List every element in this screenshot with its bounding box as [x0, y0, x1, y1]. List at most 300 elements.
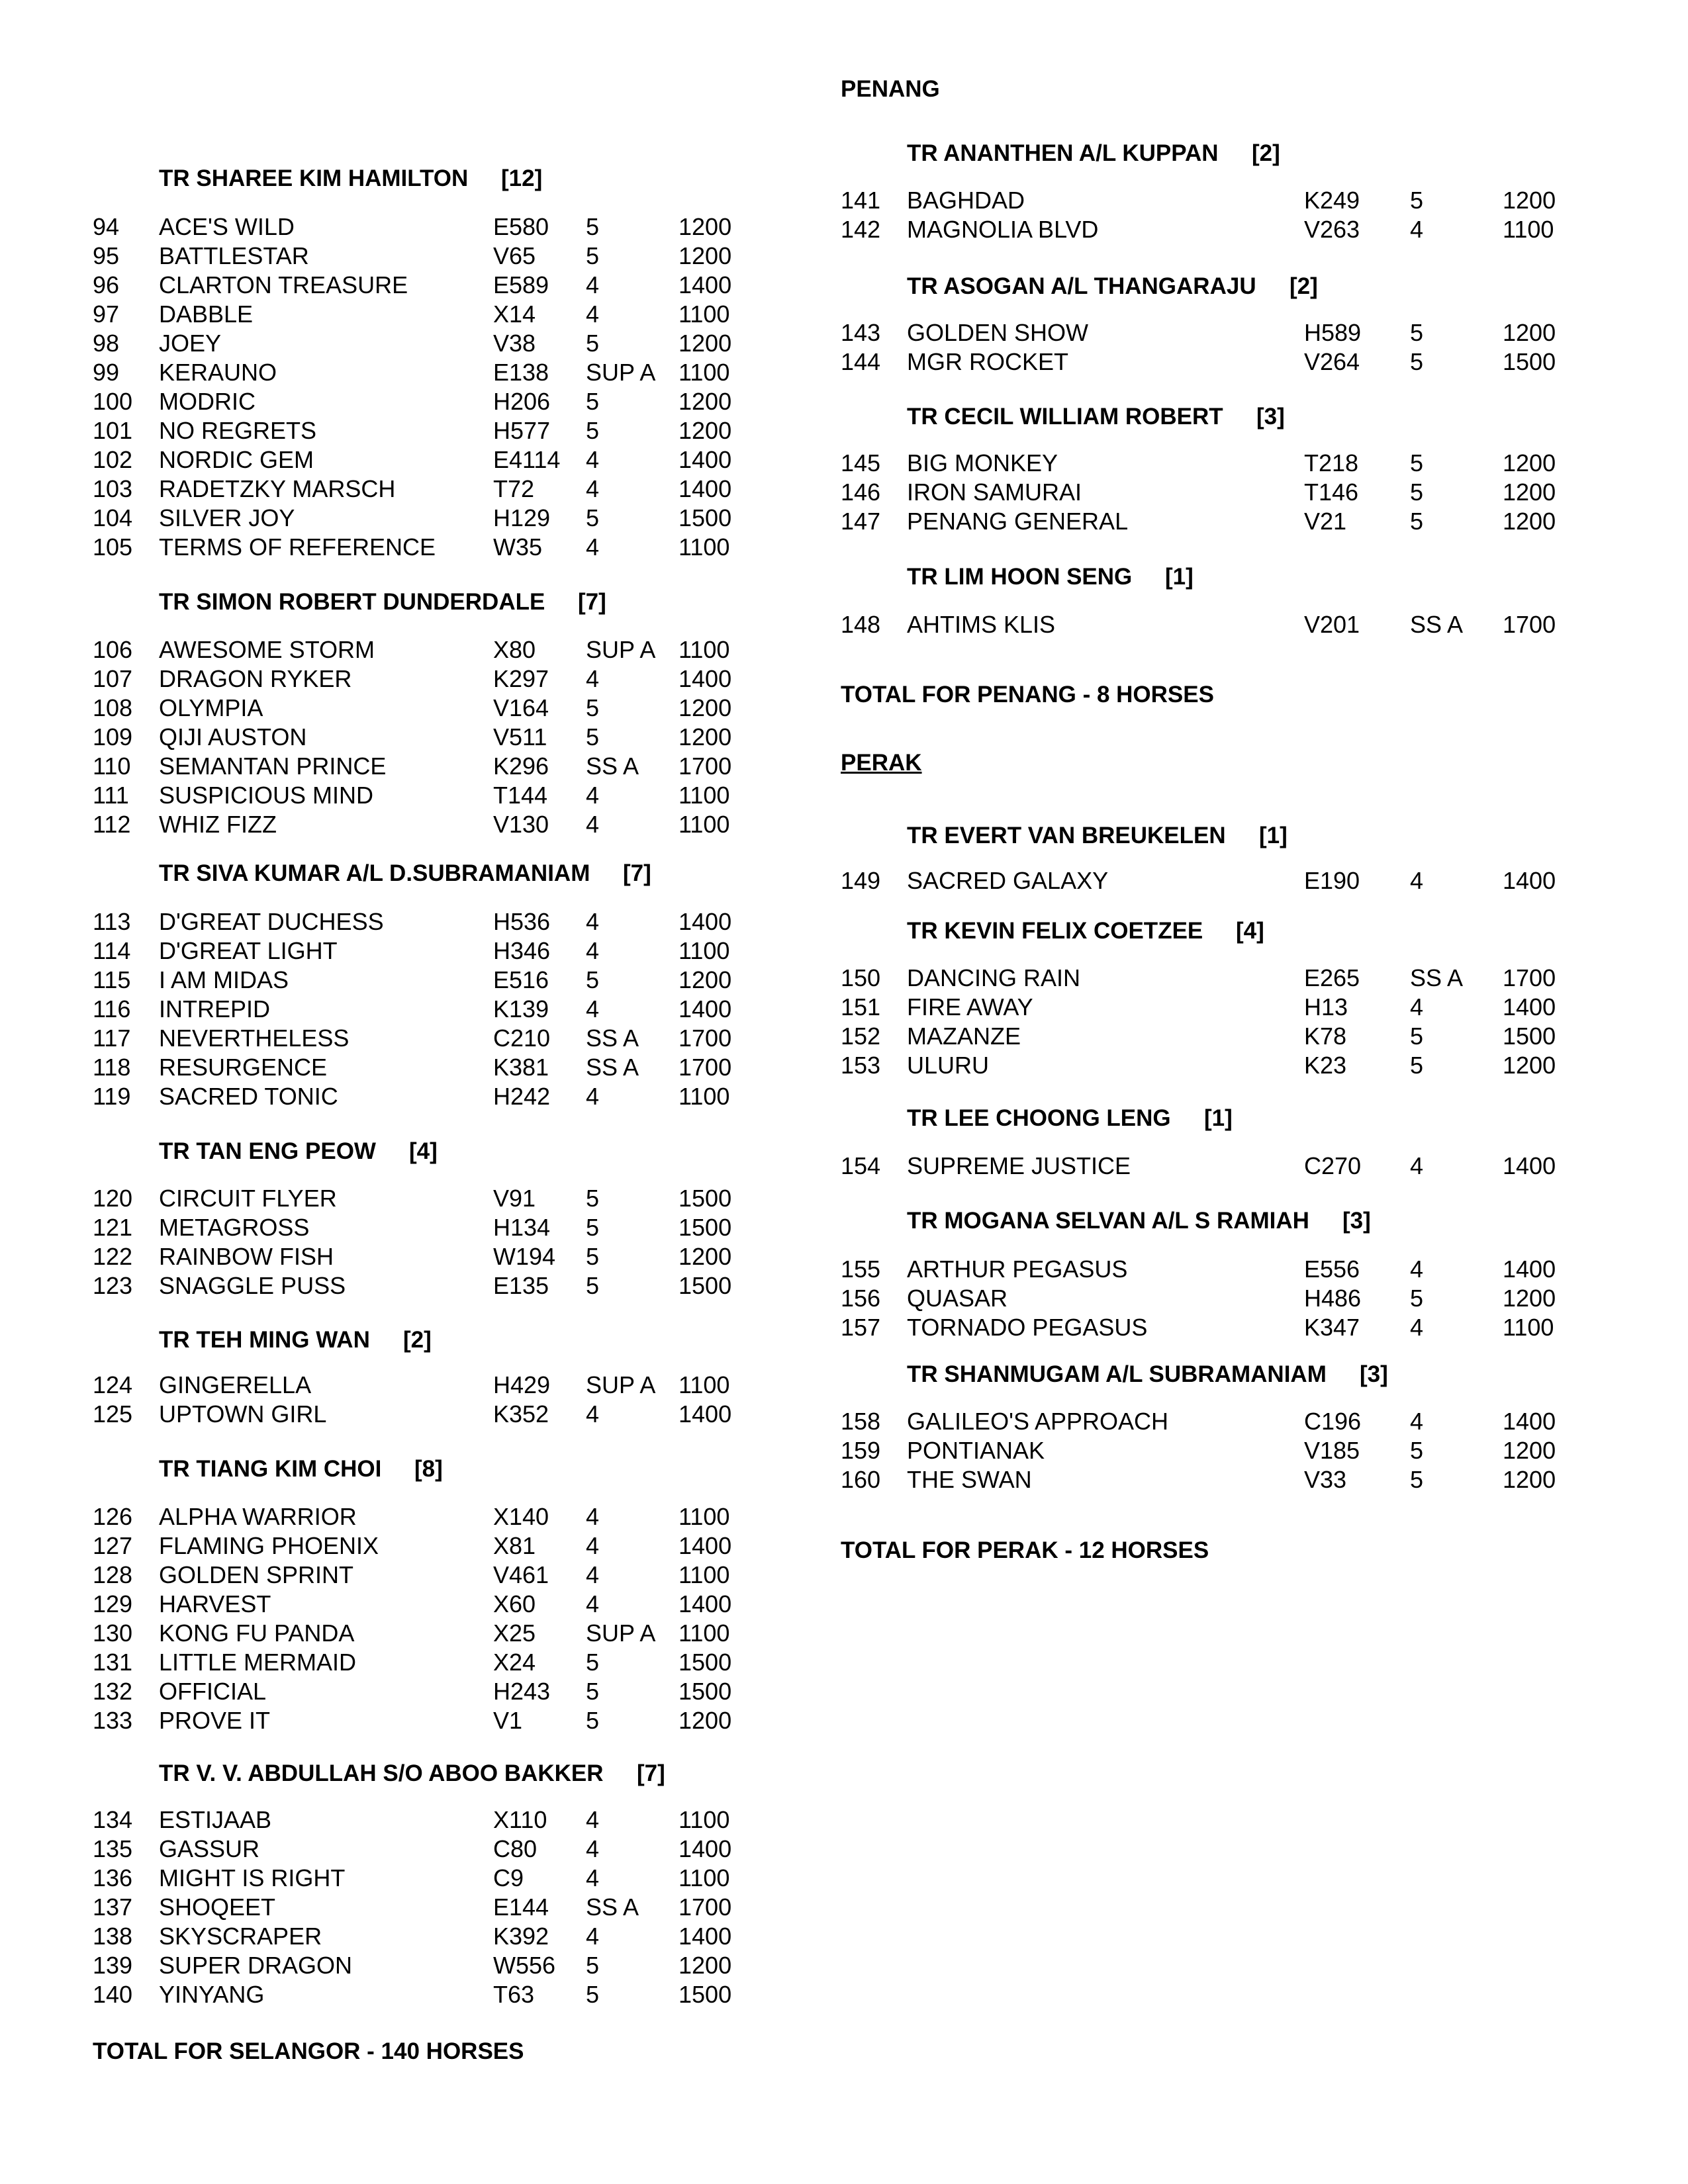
horse-class: 5: [586, 242, 600, 269]
horse-name: ULURU: [907, 1052, 990, 1079]
horse-number: 127: [93, 1532, 133, 1559]
brand-number: C196: [1304, 1408, 1362, 1435]
horse-name: WHIZ FIZZ: [159, 811, 277, 838]
horse-row: [841, 1254, 1688, 1285]
brand-number: X140: [493, 1503, 549, 1530]
race-distance: 1400: [679, 995, 732, 1023]
horse-name: YINYANG: [159, 1981, 265, 2008]
trainer-horse-count: [3]: [1342, 1208, 1371, 1234]
horse-number: 123: [93, 1272, 133, 1299]
horse-number: 144: [841, 348, 881, 375]
horse-name: SILVER JOY: [159, 504, 295, 531]
brand-number: K392: [493, 1923, 549, 1950]
trainer-name: TR MOGANA SELVAN A/L S RAMIAH: [907, 1208, 1309, 1234]
horse-name: SUSPICIOUS MIND: [159, 782, 374, 809]
race-distance: 1500: [679, 1272, 732, 1299]
race-distance: 1500: [1503, 1023, 1556, 1050]
horse-number: 146: [841, 478, 881, 506]
horse-name: BIG MONKEY: [907, 449, 1058, 477]
race-distance: 1500: [679, 1649, 732, 1676]
race-distance: 1100: [679, 811, 730, 838]
horse-number: 110: [93, 752, 131, 780]
horse-class: 5: [1410, 1437, 1424, 1464]
brand-number: C80: [493, 1835, 538, 1862]
horse-number: 126: [93, 1503, 133, 1530]
horse-row: [0, 416, 834, 446]
brand-number: V201: [1304, 611, 1360, 638]
horse-name: LITTLE MERMAID: [159, 1649, 357, 1676]
race-distance: 1200: [1503, 449, 1556, 477]
brand-number: V1: [493, 1707, 523, 1734]
horse-number: 147: [841, 508, 881, 535]
horse-row: [0, 664, 834, 694]
horse-number: 122: [93, 1243, 133, 1270]
horse-name: METAGROSS: [159, 1214, 310, 1241]
horse-class: 5: [1410, 1052, 1424, 1079]
horse-name: MAGNOLIA BLVD: [907, 216, 1099, 243]
brand-number: H429: [493, 1371, 551, 1398]
horse-row: [0, 1863, 834, 1893]
race-distance: 1700: [1503, 611, 1556, 638]
brand-number: V264: [1304, 348, 1360, 375]
brand-number: E516: [493, 966, 549, 993]
brand-number: W194: [493, 1243, 556, 1270]
horse-name: NO REGRETS: [159, 417, 317, 444]
trainer-name: TR ANANTHEN A/L KUPPAN: [907, 140, 1219, 166]
horse-class: 4: [586, 1923, 600, 1950]
horse-row: [841, 1021, 1688, 1052]
horse-row: [0, 1589, 834, 1619]
horse-name: SNAGGLE PUSS: [159, 1272, 346, 1299]
trainer-name: TR SHANMUGAM A/L SUBRAMANIAM: [907, 1361, 1327, 1387]
horse-name: ARTHUR PEGASUS: [907, 1255, 1128, 1283]
horse-name: JOEY: [159, 330, 222, 357]
trainer-header: [841, 562, 1688, 592]
trainer-header: [0, 1136, 834, 1167]
trainer-name: TR KEVIN FELIX COETZEE: [907, 918, 1203, 944]
horse-class: 5: [586, 694, 600, 721]
race-distance: 1500: [679, 1214, 732, 1241]
horse-name: NORDIC GEM: [159, 446, 314, 473]
horse-number: 141: [841, 187, 881, 214]
horse-class: 5: [586, 723, 600, 751]
horse-class: 4: [586, 1503, 600, 1530]
horse-class: SS A: [586, 1024, 639, 1052]
trainer-header: [841, 402, 1688, 432]
race-distance: 1700: [1503, 964, 1556, 991]
horse-row: [0, 936, 834, 966]
section-title: [841, 74, 1688, 105]
brand-number: H577: [493, 417, 551, 444]
brand-number: C210: [493, 1024, 551, 1052]
horse-class: 4: [586, 475, 600, 502]
brand-number: T218: [1304, 449, 1359, 477]
trainer-header: [0, 163, 834, 194]
race-distance: 1100: [679, 782, 730, 809]
race-distance: 1200: [679, 417, 732, 444]
horse-class: 5: [1410, 478, 1424, 506]
horse-row: [841, 506, 1688, 537]
horse-name: SUPER DRAGON: [159, 1952, 353, 1979]
trainer-name: TR SIMON ROBERT DUNDERDALE: [159, 589, 545, 615]
horse-name: CIRCUIT FLYER: [159, 1185, 337, 1212]
trainer-name: TR TEH MING WAN: [159, 1327, 370, 1353]
horse-row: [841, 1050, 1688, 1081]
region-title: PENANG: [841, 76, 940, 102]
total-text: TOTAL FOR PENANG - 8 HORSES: [841, 682, 1214, 707]
horse-number: 103: [93, 475, 133, 502]
horse-number: 114: [93, 937, 131, 964]
horse-class: 5: [586, 1649, 600, 1676]
horse-number: 145: [841, 449, 881, 477]
horse-class: 5: [1410, 348, 1424, 375]
brand-number: H346: [493, 937, 551, 964]
race-distance: 1200: [1503, 319, 1556, 346]
horse-name: GALILEO'S APPROACH: [907, 1408, 1169, 1435]
horse-class: 4: [1410, 1152, 1424, 1179]
trainer-header: [0, 1758, 834, 1789]
horse-class: 4: [586, 1400, 600, 1428]
horse-name: FIRE AWAY: [907, 993, 1033, 1021]
trainer-horse-count: [7]: [623, 860, 651, 886]
brand-number: T146: [1304, 478, 1359, 506]
trainer-horse-count: [1]: [1165, 564, 1194, 590]
horse-class: 4: [586, 665, 600, 692]
horse-number: 156: [841, 1285, 881, 1312]
horse-row: [0, 1834, 834, 1864]
brand-number: X24: [493, 1649, 536, 1676]
region-total: [841, 680, 1688, 710]
horse-number: 154: [841, 1152, 881, 1179]
brand-number: V461: [493, 1561, 549, 1588]
horse-name: I AM MIDAS: [159, 966, 289, 993]
horse-row: [0, 1081, 834, 1112]
brand-number: K296: [493, 752, 549, 780]
horse-number: 109: [93, 723, 133, 751]
horse-number: 137: [93, 1893, 133, 1921]
trainer-name: TR LIM HOON SENG: [907, 564, 1133, 590]
trainer-name: TR TAN ENG PEOW: [159, 1138, 376, 1164]
horse-class: SS A: [586, 1054, 639, 1081]
horse-name: AHTIMS KLIS: [907, 611, 1056, 638]
horse-row: [841, 318, 1688, 348]
trainer-header: [841, 138, 1688, 169]
brand-number: H242: [493, 1083, 551, 1110]
horse-number: 106: [93, 636, 133, 663]
trainer-header: [0, 858, 834, 889]
horse-number: 120: [93, 1185, 133, 1212]
horse-number: 96: [93, 271, 120, 298]
race-distance: 1200: [679, 213, 732, 240]
trainer-horse-count: [4]: [1236, 918, 1264, 944]
trainer-name: TR LEE CHOONG LENG: [907, 1105, 1171, 1131]
horse-class: 4: [586, 1806, 600, 1833]
horse-name: QIJI AUSTON: [159, 723, 307, 751]
horse-class: SUP A: [586, 1371, 656, 1398]
horse-row: [0, 1560, 834, 1590]
horse-row: [841, 1151, 1688, 1181]
horse-name: BATTLESTAR: [159, 242, 309, 269]
horse-name: OFFICIAL: [159, 1678, 267, 1705]
race-distance: 1200: [1503, 187, 1556, 214]
horse-number: 158: [841, 1408, 881, 1435]
horse-class: SS A: [1410, 611, 1464, 638]
trainer-horse-count: [2]: [403, 1327, 432, 1353]
horse-row: [0, 780, 834, 811]
horse-number: 157: [841, 1314, 881, 1341]
brand-number: V263: [1304, 216, 1360, 243]
horse-name: GASSUR: [159, 1835, 260, 1862]
horse-name: ALPHA WARRIOR: [159, 1503, 357, 1530]
race-distance: 1700: [679, 752, 732, 780]
horse-row: [0, 503, 834, 533]
brand-number: K347: [1304, 1314, 1360, 1341]
brand-number: E144: [493, 1893, 549, 1921]
horse-number: 101: [93, 417, 133, 444]
horse-class: 5: [1410, 508, 1424, 535]
horse-number: 99: [93, 359, 120, 386]
horse-class: 5: [586, 1214, 600, 1241]
race-distance: 1400: [679, 271, 732, 298]
horse-class: 4: [1410, 1255, 1424, 1283]
race-distance: 1200: [679, 966, 732, 993]
horse-row: [0, 1183, 834, 1214]
horse-number: 136: [93, 1864, 133, 1891]
trainer-horse-count: [2]: [1289, 273, 1318, 299]
horse-row: [0, 1023, 834, 1054]
horse-row: [0, 693, 834, 723]
horse-row: [841, 992, 1688, 1023]
horse-class: 4: [586, 1532, 600, 1559]
trainer-header: [841, 1103, 1688, 1134]
brand-number: C9: [493, 1864, 524, 1891]
horse-name: SUPREME JUSTICE: [907, 1152, 1131, 1179]
horse-row: [0, 751, 834, 782]
horse-row: [841, 963, 1688, 993]
horse-row: [0, 532, 834, 563]
horse-number: 148: [841, 611, 881, 638]
horse-row: [0, 1271, 834, 1301]
horse-number: 132: [93, 1678, 133, 1705]
brand-number: H486: [1304, 1285, 1362, 1312]
horse-number: 124: [93, 1371, 133, 1398]
horse-number: 102: [93, 446, 133, 473]
brand-number: V185: [1304, 1437, 1360, 1464]
horse-number: 116: [93, 995, 131, 1023]
horse-row: [0, 1399, 834, 1430]
trainer-header: [841, 1359, 1688, 1390]
horse-number: 115: [93, 966, 131, 993]
horse-class: 4: [586, 1835, 600, 1862]
horse-row: [841, 477, 1688, 508]
brand-number: H129: [493, 504, 551, 531]
horse-row: [0, 1706, 834, 1736]
brand-number: H206: [493, 388, 551, 415]
trainer-name: TR SHAREE KIM HAMILTON: [159, 165, 469, 191]
brand-number: T144: [493, 782, 548, 809]
race-distance: 1200: [679, 330, 732, 357]
horse-number: 142: [841, 216, 881, 243]
horse-row: [0, 809, 834, 840]
brand-number: H536: [493, 908, 551, 935]
horse-class: 5: [1410, 1023, 1424, 1050]
race-distance: 1400: [679, 475, 732, 502]
trainer-horse-count: [2]: [1252, 140, 1280, 166]
trainer-name: TR CECIL WILLIAM ROBERT: [907, 404, 1223, 430]
horse-name: ESTIJAAB: [159, 1806, 272, 1833]
horse-class: 5: [586, 1981, 600, 2008]
race-distance: 1100: [679, 636, 730, 663]
horse-name: SHOQEET: [159, 1893, 276, 1921]
horse-name: D'GREAT DUCHESS: [159, 908, 384, 935]
race-distance: 1200: [679, 1243, 732, 1270]
horse-name: BAGHDAD: [907, 187, 1025, 214]
brand-number: H243: [493, 1678, 551, 1705]
horse-number: 160: [841, 1466, 881, 1493]
trainer-horse-count: [1]: [1259, 823, 1288, 848]
horse-name: PROVE IT: [159, 1707, 271, 1734]
race-distance: 1200: [679, 242, 732, 269]
brand-number: X81: [493, 1532, 536, 1559]
horse-name: KERAUNO: [159, 359, 277, 386]
horse-class: 5: [1410, 449, 1424, 477]
horse-row: [0, 965, 834, 995]
horse-name: TERMS OF REFERENCE: [159, 533, 436, 561]
horse-row: [0, 1502, 834, 1532]
horse-name: QUASAR: [907, 1285, 1008, 1312]
horse-row: [841, 214, 1688, 245]
horse-name: RAINBOW FISH: [159, 1243, 334, 1270]
brand-number: V511: [493, 723, 547, 751]
horse-number: 135: [93, 1835, 133, 1862]
horse-class: 4: [586, 908, 600, 935]
race-distance: 1100: [679, 300, 730, 328]
race-distance: 1500: [679, 1981, 732, 2008]
race-distance: 1400: [1503, 1255, 1556, 1283]
race-distance: 1100: [679, 1619, 730, 1647]
horse-name: DRAGON RYKER: [159, 665, 352, 692]
horse-row: [841, 1406, 1688, 1437]
trainer-header: [0, 1325, 834, 1355]
horse-row: [0, 907, 834, 937]
race-distance: 1100: [679, 1561, 730, 1588]
brand-number: V38: [493, 330, 536, 357]
horse-class: 4: [586, 782, 600, 809]
race-distance: 1200: [1503, 478, 1556, 506]
horse-number: 149: [841, 867, 881, 894]
race-distance: 1100: [679, 1371, 730, 1398]
brand-number: H134: [493, 1214, 551, 1241]
trainer-horse-count: [3]: [1256, 404, 1285, 430]
horse-number: 139: [93, 1952, 133, 1979]
horse-class: 4: [1410, 993, 1424, 1021]
brand-number: X80: [493, 636, 536, 663]
total-text: TOTAL FOR SELANGOR - 140 HORSES: [93, 2038, 524, 2064]
horse-row: [0, 1676, 834, 1707]
horse-row: [0, 1052, 834, 1083]
race-distance: 1700: [679, 1054, 732, 1081]
horse-number: 125: [93, 1400, 133, 1428]
horse-row: [0, 1647, 834, 1678]
horse-row: [841, 1435, 1688, 1466]
horse-name: AWESOME STORM: [159, 636, 375, 663]
horse-name: IRON SAMURAI: [907, 478, 1082, 506]
horse-number: 134: [93, 1806, 133, 1833]
horse-name: KONG FU PANDA: [159, 1619, 355, 1647]
horse-name: MODRIC: [159, 388, 256, 415]
brand-number: E135: [493, 1272, 549, 1299]
brand-number: V164: [493, 694, 549, 721]
race-distance: 1200: [679, 694, 732, 721]
race-distance: 1100: [679, 937, 730, 964]
brand-number: V65: [493, 242, 536, 269]
horse-name: SACRED TONIC: [159, 1083, 338, 1110]
horse-class: 5: [586, 388, 600, 415]
trainer-name: TR SIVA KUMAR A/L D.SUBRAMANIAM: [159, 860, 590, 886]
horse-name: GINGERELLA: [159, 1371, 312, 1398]
horse-class: 4: [586, 811, 600, 838]
horse-name: GOLDEN SHOW: [907, 319, 1089, 346]
horse-name: MAZANZE: [907, 1023, 1021, 1050]
horse-row: [841, 866, 1688, 896]
horse-class: 4: [1410, 867, 1424, 894]
horse-number: 143: [841, 319, 881, 346]
trainer-header: [841, 1206, 1688, 1236]
race-distance: 1500: [679, 504, 732, 531]
brand-number: E4114: [493, 446, 561, 473]
brand-number: H13: [1304, 993, 1348, 1021]
horse-name: INTREPID: [159, 995, 271, 1023]
race-distance: 1200: [679, 1707, 732, 1734]
horse-number: 138: [93, 1923, 133, 1950]
horse-name: SACRED GALAXY: [907, 867, 1109, 894]
horse-number: 159: [841, 1437, 881, 1464]
race-distance: 1100: [1503, 216, 1554, 243]
horse-name: NEVERTHELESS: [159, 1024, 350, 1052]
horse-name: DANCING RAIN: [907, 964, 1081, 991]
horse-class: SUP A: [586, 636, 656, 663]
horse-name: MGR ROCKET: [907, 348, 1069, 375]
horse-class: 4: [586, 271, 600, 298]
race-distance: 1200: [1503, 508, 1556, 535]
trainer-name: TR EVERT VAN BREUKELEN: [907, 823, 1226, 848]
horse-name: RESURGENCE: [159, 1054, 328, 1081]
horse-class: SS A: [586, 752, 639, 780]
horse-class: 4: [586, 937, 600, 964]
horse-row: [841, 1465, 1688, 1495]
horse-class: 4: [586, 1561, 600, 1588]
trainer-name: TR ASOGAN A/L THANGARAJU: [907, 273, 1256, 299]
brand-number: E138: [493, 359, 549, 386]
race-distance: 1400: [679, 908, 732, 935]
horse-class: SS A: [1410, 964, 1464, 991]
horse-number: 153: [841, 1052, 881, 1079]
trainer-header: [0, 1454, 834, 1484]
horse-row: [841, 1312, 1688, 1343]
horse-row: [0, 1618, 834, 1649]
brand-number: E190: [1304, 867, 1360, 894]
horse-row: [0, 474, 834, 504]
horse-name: TORNADO PEGASUS: [907, 1314, 1148, 1341]
horse-number: 121: [93, 1214, 133, 1241]
horse-number: 131: [93, 1649, 133, 1676]
horse-class: 4: [1410, 216, 1424, 243]
horse-row: [0, 1212, 834, 1243]
horse-name: FLAMING PHOENIX: [159, 1532, 379, 1559]
race-distance: 1100: [679, 359, 730, 386]
horse-number: 128: [93, 1561, 133, 1588]
horse-class: SUP A: [586, 359, 656, 386]
